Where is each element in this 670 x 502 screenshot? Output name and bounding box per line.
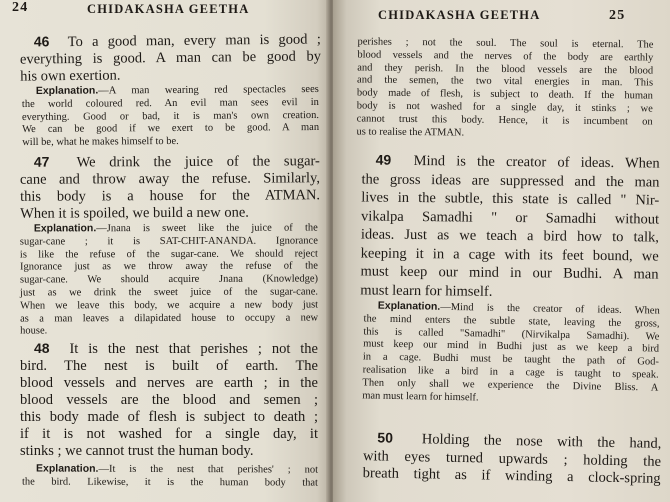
left-page: [0, 0, 330, 502]
verse-number: 48: [34, 340, 50, 356]
explanation-48: Explanation.—It is the nest that perishes' ; not the bird. Likewise, it is the human body that: [21, 462, 319, 489]
explanation-label: Explanation.: [377, 299, 441, 313]
verse-number: 47: [33, 153, 50, 170]
explanation-47: Explanation.—Jnana is sweet like the juice of the sugar-cane ; it is SAT-CHIT-ANANDA. Ignorance is like the refuse of the sugar-cane. We should reject Ignorance just as we throw away the refuse of the sugar-cane. We should acquire Jnana (Knowledge) just as we drink the sweet juice of the sugar-cane. When we leave this body, we acquire a new body just as a man leaves a dilapidated house to occupy a new house.: [19, 222, 319, 337]
verse-number: 46: [33, 33, 50, 50]
verse-number: 49: [375, 151, 392, 168]
page-number: 25: [609, 8, 626, 23]
running-head: CHIDAKASHA GEETHA: [378, 8, 541, 22]
explanation-49: Explanation.—Mind is the creator of ideas. When the mind enters the subtle state, leaving the gross, this is called "Samadhi" (Nirvikalpa Samadhi). We must keep our mind in Budhi just as we keep a bird in a cage. Budhi must be taught the path of God- realisation like a bird in a cage is taught to speak. Then only shall we experience the Divine Bliss. A man must learn for himself.: [362, 299, 660, 404]
explanation-46: Explanation.—A man wearing red spectacles sees the world coloured red. An evil man sees evil in everything. Good or bad, it is man's own creation. We can be good if we exert to be good. A man will be, what he makes himself to be.: [21, 83, 320, 149]
explanation-label: Explanation.: [36, 462, 99, 475]
running-head: CHIDAKASHA GEETHA: [87, 2, 250, 16]
verse-49: 49 Mind is the creator of ideas. When the gross ideas are suppressed and the man lives in the subtle, this state is called " Nir- vikalpa Samadhi " or Samadhi without ideas. Just as we teach a bird how to talk, keeping it in a cage with its feet bound, we must keep our mind in our Budhi. A man must learn for himself.: [360, 151, 660, 300]
verse-48: 48 It is the nest that perishes ; not the bird. The nest is built of earth. The blood vessels and nerves are earth ; in the blood vessels are the blood and semen ; this body made of flesh is subject to death ; if it is not washed for a single day, it stinks ; we cannot trust the human body.: [20, 340, 318, 459]
page-number: 24: [12, 0, 29, 15]
explanation-label: Explanation.: [35, 84, 99, 97]
verse-50: 50 Holding the nose with the hand, with eyes turned upwards ; holding the breath tight as if winding a clock-spring: [362, 429, 662, 487]
right-page: [333, 0, 670, 502]
verse-47: 47 We drink the juice of the sugar- cane and throw away the refuse. Similarly, this body is a house for the ATMAN. When it is spoiled, we build a new one.: [19, 153, 321, 222]
explanation-label: Explanation.: [33, 222, 97, 235]
verse-number: 50: [377, 429, 394, 446]
explanation-48-continued: perishes ; not the soul. The soul is eternal. The blood vessels and the nerves of the body are earthly and they perish. In the blood vessels are the blood and the semen, the two vital energies in man. This body made of flesh, is subject to death. If the human body is not washed for a single day, it stinks ; we cannot trust this body. Hence, it is incumbent on us to realise the ATMAN.: [356, 36, 654, 139]
verse-46: 46 To a good man, every man is good ; everything is good. A man can be good by his own exertion.: [19, 31, 322, 85]
